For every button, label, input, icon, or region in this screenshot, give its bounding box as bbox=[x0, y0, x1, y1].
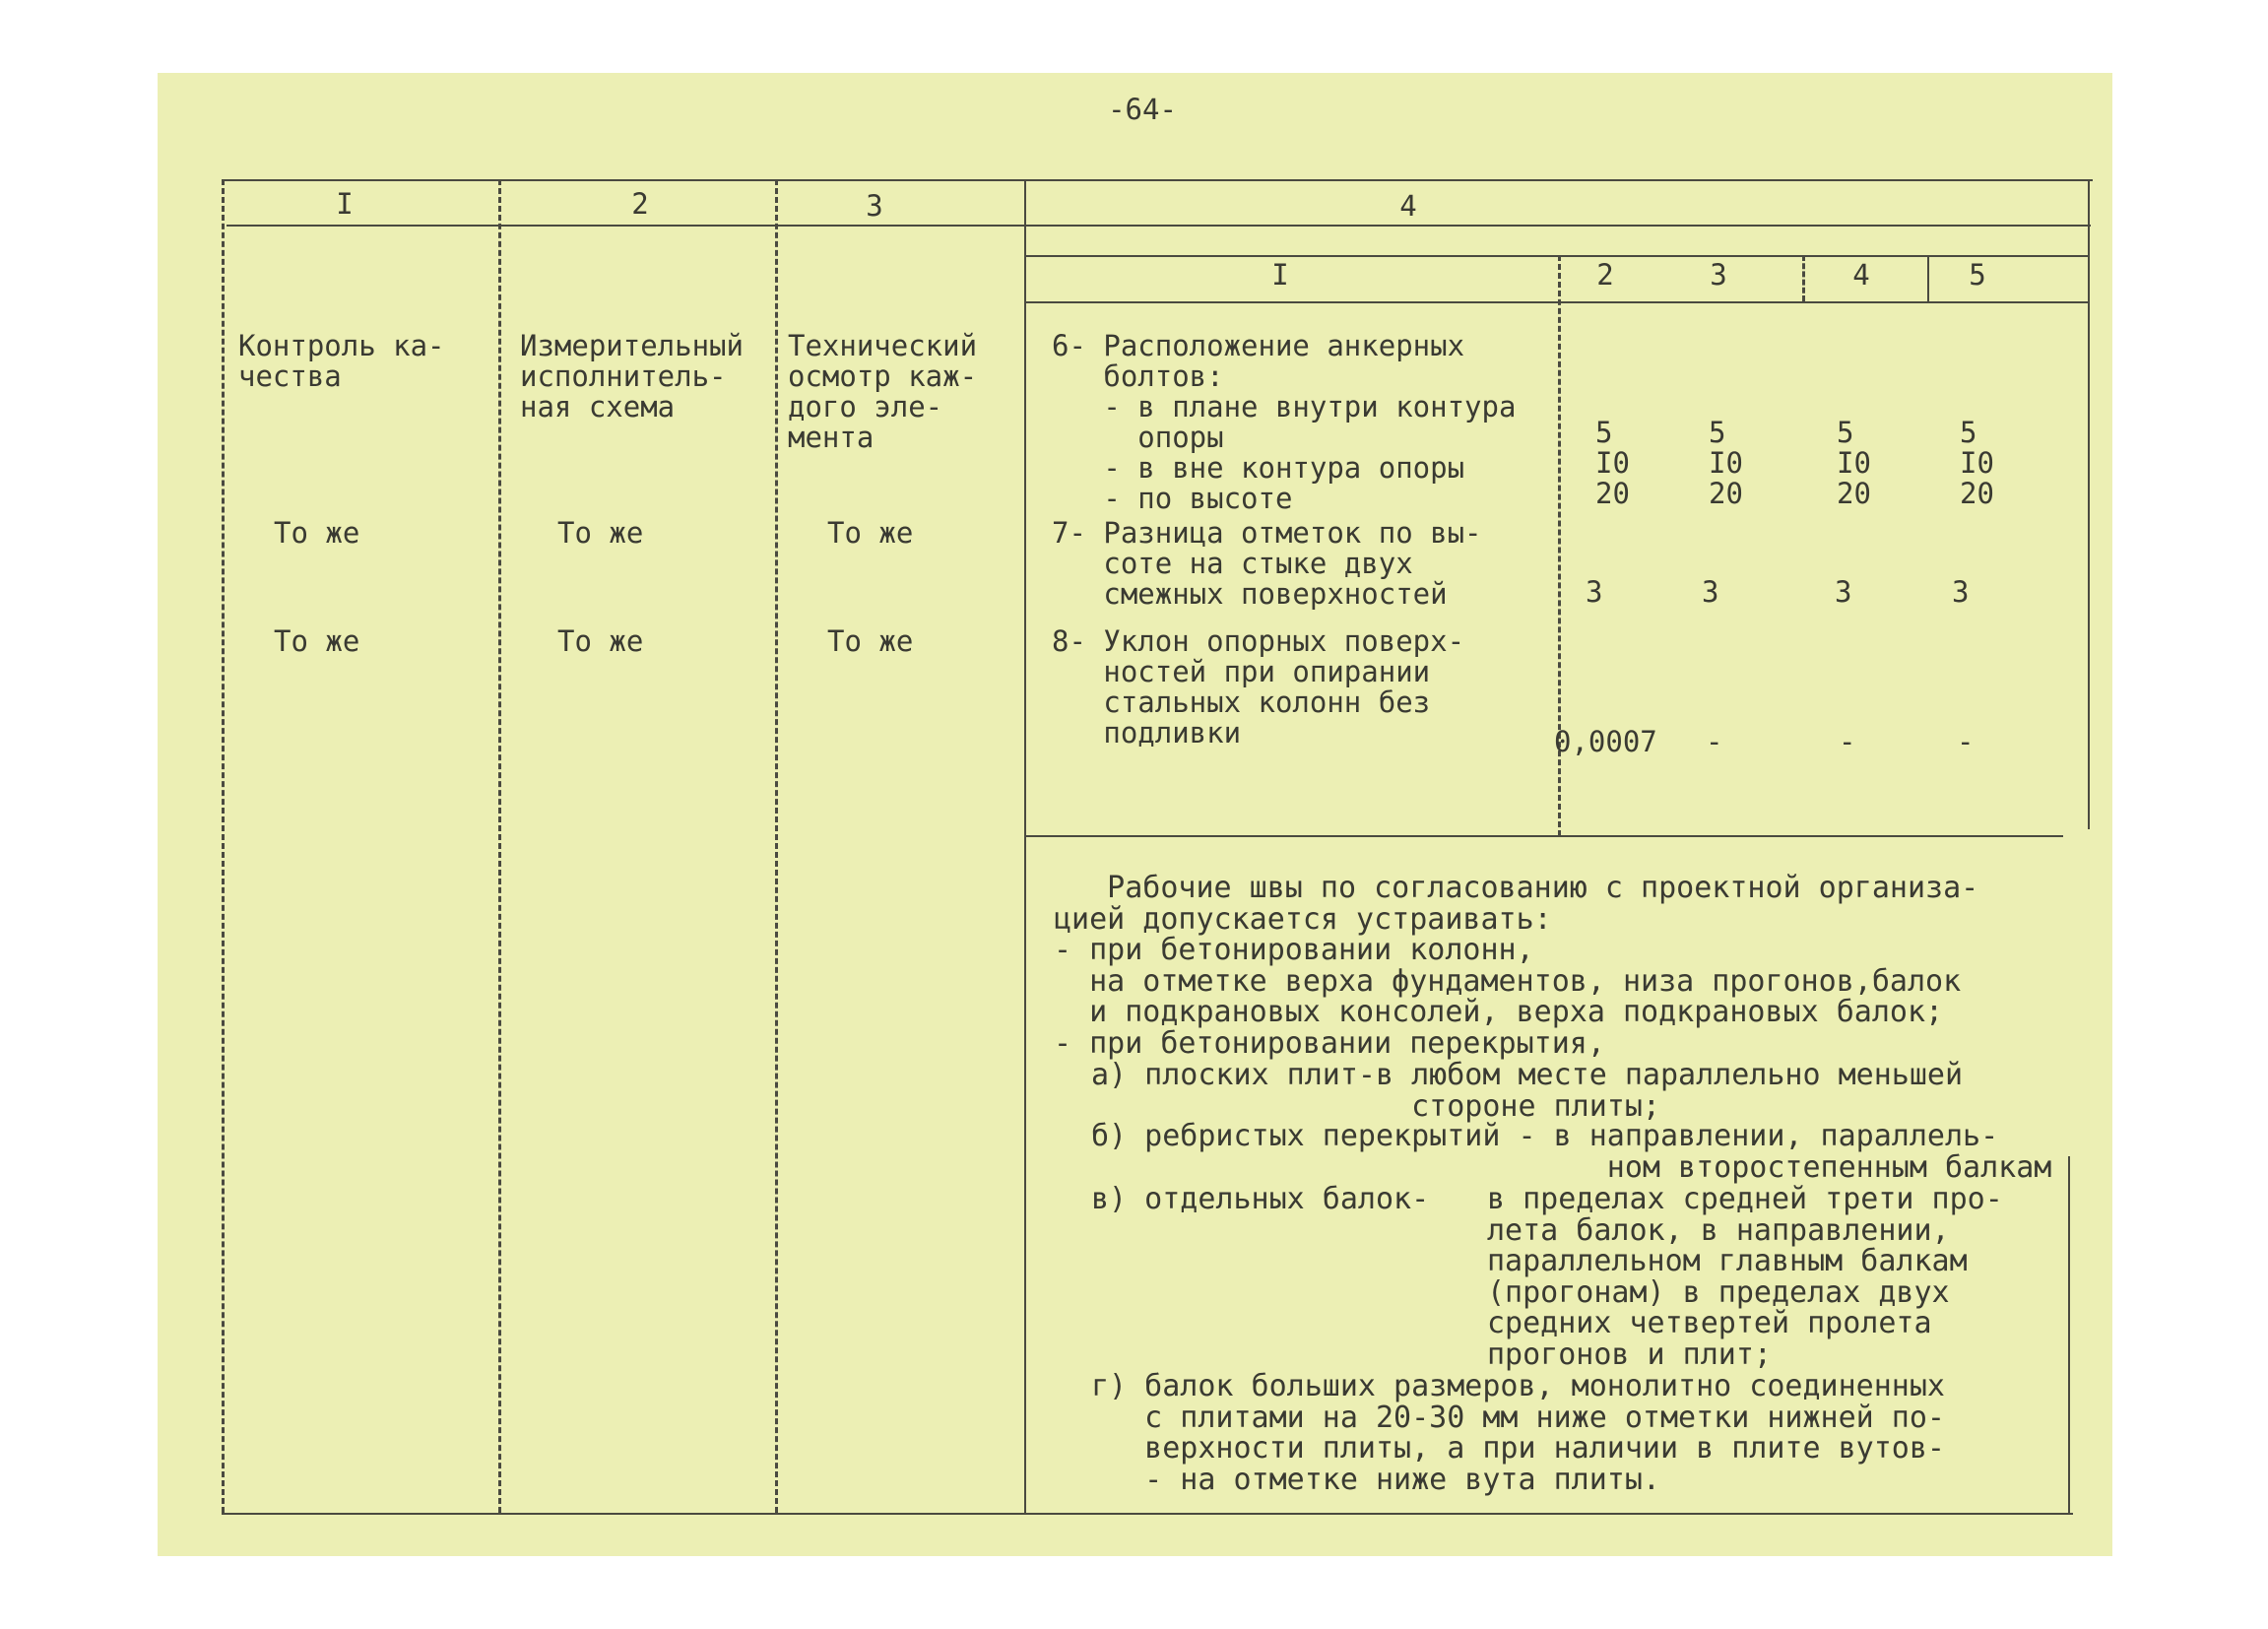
col1-heading: Контроль ка- чества bbox=[238, 329, 445, 393]
subheader-col-4: 4 bbox=[1852, 258, 1870, 292]
subheader-top-border bbox=[1024, 255, 2090, 257]
row7-col3: То же bbox=[827, 516, 914, 550]
row7-item: 7- Разница отметок по вы- соте на стыке двух смежных поверхностей bbox=[1052, 516, 1482, 611]
row8-col2: То же bbox=[557, 624, 644, 658]
row8-item: 8- Уклон опорных поверх- ностей при опирании стальных колонн без подливки bbox=[1052, 624, 1465, 749]
col2-divider bbox=[775, 179, 778, 1513]
header-col-4: 4 bbox=[1399, 189, 1417, 223]
subheader-bottom-border bbox=[1024, 301, 2090, 303]
col3-heading: Технический осмотр каж- дого эле- мента bbox=[788, 329, 978, 454]
row6-value-1: 5 I0 20 bbox=[1595, 416, 1630, 510]
row7-value-3: 3 bbox=[1835, 575, 1852, 609]
table-top-border bbox=[222, 179, 2093, 181]
subheader-col-3: 3 bbox=[1710, 258, 1727, 292]
row6-value-3: 5 I0 20 bbox=[1837, 416, 1871, 510]
notes-item-g: г) балок больших размеров, монолитно соединенных с плитами на 20-30 мм ниже отметки нижней по- верхности плиты, а при наличии в плите вутов- - на отметке ниже вута плиты. bbox=[1091, 1369, 1945, 1497]
row8-value-2: - bbox=[1706, 725, 1723, 758]
document-page bbox=[158, 73, 2112, 1556]
header-col-1: I bbox=[336, 187, 354, 221]
notes-item-v-label: в) отдельных балок- bbox=[1091, 1182, 1430, 1216]
notes-columns-bullet: - при бетонировании колонн, на отметке верха фундаментов, низа прогонов,балок и подкрановых консолей, верха подкрановых балок; bbox=[1054, 933, 1962, 1029]
col2-heading: Измерительный исполнитель- ная схема bbox=[520, 329, 744, 424]
row7-value-2: 3 bbox=[1702, 575, 1719, 609]
subheader-col-2: 2 bbox=[1596, 258, 1614, 292]
row7-value-1: 3 bbox=[1586, 575, 1603, 609]
row8-value-1: 0,0007 bbox=[1554, 725, 1657, 758]
notes-top-border bbox=[1024, 835, 2063, 837]
subheader-col-5: 5 bbox=[1969, 258, 1986, 292]
notes-intro: Рабочие швы по согласованию с проектной организа- цией допускается устраивать: bbox=[1054, 871, 1979, 937]
table-left-border bbox=[222, 179, 225, 1513]
header-col-3: 3 bbox=[866, 189, 883, 223]
row8-value-3: - bbox=[1839, 725, 1856, 758]
row8-value-4: - bbox=[1957, 725, 1975, 758]
header-col-2: 2 bbox=[631, 187, 649, 221]
col1-divider bbox=[498, 179, 501, 1513]
row7-value-4: 3 bbox=[1952, 575, 1970, 609]
table-bottom-border bbox=[222, 1513, 2073, 1515]
row6-value-4: 5 I0 20 bbox=[1960, 416, 1994, 510]
row8-col3: То же bbox=[827, 624, 914, 658]
row6-item: 6- Расположение анкерных болтов: - в плане внутри контура опоры - в вне контура опоры - по высоте bbox=[1052, 329, 1517, 515]
row8-col1: То же bbox=[274, 624, 360, 658]
notes-item-b: б) ребристых перекрытий - в направлении, параллель- ном второстепенным балкам bbox=[1091, 1119, 2052, 1185]
subcol-divider-4 bbox=[1927, 255, 1929, 301]
notes-item-v-text: в пределах средней трети про- лета балок, в направлении, параллельном главным балкам (прогонам) в пределах двух средних четвертей пролета прогонов и плит; bbox=[1487, 1182, 2003, 1372]
col3-divider bbox=[1024, 179, 1026, 1513]
subheader-col-1: I bbox=[1271, 258, 1289, 292]
header-bottom-border bbox=[227, 225, 2091, 227]
row7-col2: То же bbox=[557, 516, 644, 550]
notes-item-a: a) плоских плит-в любом месте параллельно меньшей стороне плиты; bbox=[1091, 1058, 1964, 1124]
row6-value-2: 5 I0 20 bbox=[1709, 416, 1743, 510]
row7-col1: То же bbox=[274, 516, 360, 550]
page-number: -64- bbox=[1108, 93, 1177, 126]
table-right-border bbox=[2088, 179, 2090, 829]
notes-slab-bullet: - при бетонировании перекрытия, bbox=[1054, 1026, 1605, 1061]
notes-right-border bbox=[2068, 1156, 2070, 1513]
subcol-divider-3 bbox=[1802, 255, 1805, 301]
